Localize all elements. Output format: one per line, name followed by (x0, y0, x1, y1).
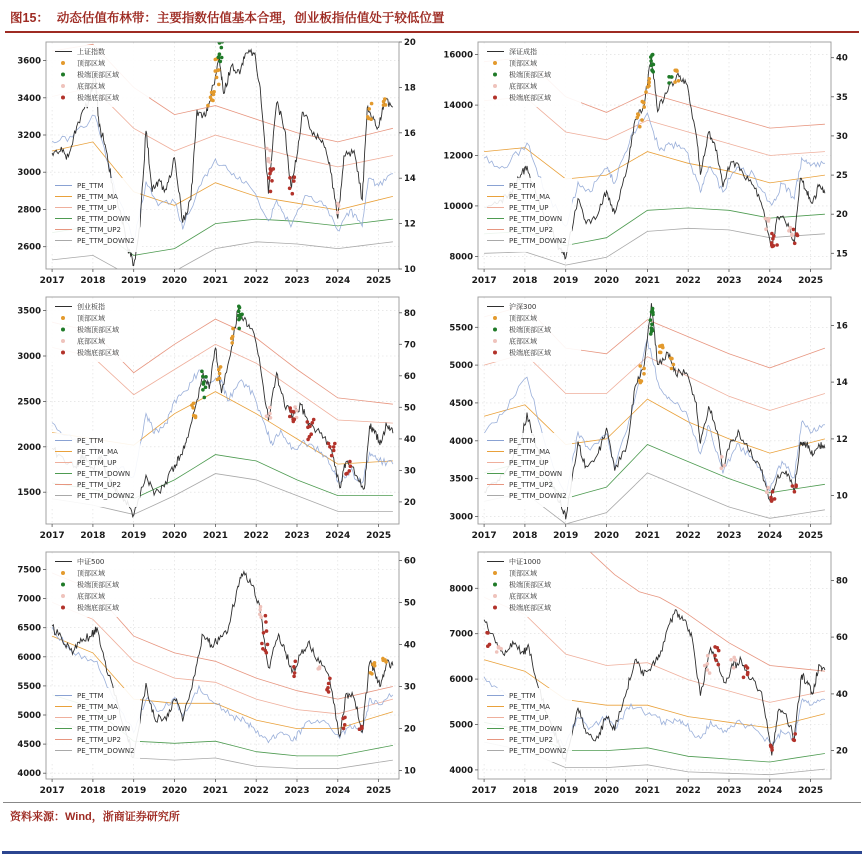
svg-text:PE_TTM_MA: PE_TTM_MA (77, 193, 118, 201)
svg-text:2023: 2023 (284, 531, 310, 541)
svg-text:PE_TTM_DOWN: PE_TTM_DOWN (509, 725, 563, 733)
svg-text:顶部区域: 顶部区域 (77, 314, 105, 323)
svg-text:3000: 3000 (449, 512, 473, 523)
svg-text:2019: 2019 (121, 786, 147, 796)
figure-header (0, 0, 864, 29)
svg-text:30: 30 (404, 682, 416, 693)
svg-text:6000: 6000 (17, 652, 41, 663)
svg-text:3600: 3600 (17, 56, 41, 67)
svg-text:极端顶部区域: 极端顶部区域 (77, 71, 119, 79)
svg-text:PE_TTM_MA: PE_TTM_MA (77, 448, 118, 456)
svg-text:PE_TTM_DOWN: PE_TTM_DOWN (77, 725, 131, 733)
chart-panel-csi500 (0, 546, 432, 801)
svg-text:2500: 2500 (17, 397, 41, 408)
svg-text:2600: 2600 (17, 242, 41, 253)
svg-text:2021: 2021 (634, 276, 660, 286)
svg-text:2022: 2022 (675, 276, 701, 286)
svg-text:PE_TTM_DOWN: PE_TTM_DOWN (509, 470, 563, 478)
svg-text:5000: 5000 (17, 711, 41, 721)
svg-text:2000: 2000 (17, 442, 41, 453)
svg-text:2022: 2022 (243, 276, 269, 286)
svg-text:PE_TTM: PE_TTM (77, 692, 104, 700)
svg-text:80: 80 (836, 576, 848, 587)
svg-text:12: 12 (836, 434, 848, 445)
svg-text:7000: 7000 (17, 594, 41, 605)
svg-text:12: 12 (404, 219, 416, 230)
svg-text:上证指数: 上证指数 (77, 48, 105, 56)
svg-text:2019: 2019 (553, 276, 579, 286)
chart-grid (0, 36, 864, 801)
svg-text:PE_TTM: PE_TTM (77, 182, 104, 190)
svg-text:PE_TTM: PE_TTM (509, 692, 536, 700)
chart-panel-shanghai-composite (0, 36, 432, 291)
svg-text:沪深300: 沪深300 (509, 303, 537, 311)
svg-text:2020: 2020 (161, 276, 188, 286)
svg-text:极端底部区域: 极端底部区域 (509, 604, 551, 612)
svg-text:2025: 2025 (798, 276, 824, 286)
svg-text:16: 16 (836, 321, 848, 332)
svg-text:20: 20 (404, 38, 416, 48)
svg-text:2018: 2018 (80, 786, 106, 796)
svg-text:PE_TTM_MA: PE_TTM_MA (509, 448, 550, 456)
svg-text:3200: 3200 (17, 131, 41, 141)
svg-text:40: 40 (836, 689, 848, 700)
svg-text:2023: 2023 (284, 786, 310, 796)
svg-text:50: 50 (404, 403, 416, 414)
svg-text:PE_TTM_UP: PE_TTM_UP (509, 459, 549, 467)
svg-text:PE_TTM_UP: PE_TTM_UP (77, 459, 117, 467)
svg-text:5500: 5500 (449, 323, 473, 334)
svg-text:极端顶部区域: 极端顶部区域 (77, 326, 119, 334)
svg-text:40: 40 (404, 434, 416, 445)
svg-text:16000: 16000 (443, 50, 473, 61)
svg-text:4000: 4000 (449, 436, 473, 447)
svg-text:2023: 2023 (716, 276, 742, 286)
svg-text:5000: 5000 (449, 720, 473, 731)
svg-text:2017: 2017 (471, 531, 497, 541)
svg-text:2022: 2022 (675, 531, 701, 541)
svg-text:PE_TTM: PE_TTM (77, 437, 104, 445)
svg-text:30: 30 (836, 131, 848, 142)
svg-text:PE_TTM_DOWN2: PE_TTM_DOWN2 (509, 492, 567, 500)
svg-text:35: 35 (836, 92, 848, 103)
svg-text:2021: 2021 (202, 276, 228, 286)
svg-text:PE_TTM_UP2: PE_TTM_UP2 (77, 736, 121, 744)
svg-text:2020: 2020 (593, 786, 620, 796)
chart-panel-csi1000 (432, 546, 864, 801)
svg-text:2024: 2024 (325, 276, 351, 286)
svg-text:70: 70 (404, 340, 416, 351)
svg-text:10000: 10000 (443, 201, 473, 212)
svg-text:2022: 2022 (243, 531, 269, 541)
svg-text:4000: 4000 (17, 769, 41, 780)
svg-text:60: 60 (404, 371, 416, 382)
svg-text:底部区域: 底部区域 (509, 337, 537, 346)
svg-text:2025: 2025 (366, 786, 392, 796)
svg-text:极端顶部区域: 极端顶部区域 (77, 581, 119, 589)
chart-canvas (0, 291, 426, 541)
svg-text:40: 40 (836, 53, 848, 64)
svg-text:2021: 2021 (634, 786, 660, 796)
chart-panel-chinext (0, 291, 432, 546)
svg-text:50: 50 (404, 598, 416, 609)
svg-text:极端底部区域: 极端底部区域 (77, 94, 119, 102)
svg-text:1500: 1500 (17, 488, 41, 499)
svg-text:14: 14 (836, 378, 848, 389)
svg-text:底部区域: 底部区域 (509, 592, 537, 601)
svg-text:PE_TTM_MA: PE_TTM_MA (509, 193, 550, 201)
svg-text:20: 20 (404, 724, 416, 735)
chart-panel-csi300 (432, 291, 864, 546)
svg-text:2021: 2021 (202, 786, 228, 796)
figure-label: 图15： (10, 11, 49, 25)
svg-text:2022: 2022 (675, 786, 701, 796)
svg-text:20: 20 (404, 497, 416, 508)
svg-text:14000: 14000 (443, 101, 473, 112)
svg-text:PE_TTM_UP2: PE_TTM_UP2 (509, 481, 553, 489)
svg-text:2025: 2025 (798, 531, 824, 541)
title-rule (5, 31, 859, 33)
svg-text:顶部区域: 顶部区域 (509, 314, 537, 323)
svg-text:底部区域: 底部区域 (77, 592, 105, 601)
svg-text:2023: 2023 (284, 276, 310, 286)
svg-text:2024: 2024 (757, 786, 783, 796)
svg-text:2020: 2020 (593, 531, 620, 541)
figure-body (0, 36, 864, 801)
svg-text:2017: 2017 (39, 531, 65, 541)
svg-text:极端底部区域: 极端底部区域 (509, 349, 551, 357)
svg-text:深证成指: 深证成指 (509, 48, 537, 56)
svg-text:极端顶部区域: 极端顶部区域 (509, 71, 551, 79)
svg-text:2017: 2017 (39, 786, 65, 796)
chart-canvas (432, 36, 858, 286)
svg-text:2024: 2024 (757, 531, 783, 541)
source-note: 资料来源：Wind，浙商证券研究所 (10, 811, 180, 823)
svg-text:PE_TTM: PE_TTM (509, 437, 536, 445)
svg-text:中证500: 中证500 (77, 558, 105, 566)
svg-text:2025: 2025 (366, 531, 392, 541)
svg-text:顶部区域: 顶部区域 (77, 59, 105, 68)
svg-text:2024: 2024 (325, 786, 351, 796)
svg-text:2025: 2025 (798, 786, 824, 796)
svg-text:7500: 7500 (17, 565, 41, 576)
svg-text:2023: 2023 (716, 786, 742, 796)
svg-text:2018: 2018 (512, 531, 538, 541)
svg-text:极端顶部区域: 极端顶部区域 (509, 326, 551, 334)
svg-text:2020: 2020 (593, 276, 620, 286)
svg-text:底部区域: 底部区域 (77, 82, 105, 91)
svg-text:3400: 3400 (17, 93, 41, 104)
svg-text:3500: 3500 (17, 306, 41, 317)
svg-text:极端底部区域: 极端底部区域 (77, 604, 119, 612)
svg-text:7000: 7000 (449, 629, 473, 640)
svg-text:PE_TTM_UP: PE_TTM_UP (77, 204, 117, 212)
svg-text:4000: 4000 (449, 765, 473, 776)
svg-text:3000: 3000 (17, 168, 41, 179)
svg-text:15: 15 (836, 249, 848, 260)
svg-text:PE_TTM_DOWN2: PE_TTM_DOWN2 (77, 492, 135, 500)
svg-text:2017: 2017 (39, 276, 65, 286)
svg-text:12000: 12000 (443, 151, 473, 162)
svg-text:8000: 8000 (449, 584, 473, 595)
chart-canvas (0, 36, 426, 286)
svg-text:PE_TTM_UP2: PE_TTM_UP2 (509, 226, 553, 234)
svg-text:PE_TTM_MA: PE_TTM_MA (77, 703, 118, 711)
svg-text:2017: 2017 (471, 276, 497, 286)
svg-text:2020: 2020 (161, 531, 188, 541)
svg-text:4500: 4500 (17, 740, 41, 751)
svg-text:2019: 2019 (121, 531, 147, 541)
svg-text:80: 80 (404, 308, 416, 319)
svg-text:PE_TTM_DOWN2: PE_TTM_DOWN2 (77, 237, 135, 245)
svg-text:PE_TTM_UP: PE_TTM_UP (509, 204, 549, 212)
svg-text:PE_TTM_DOWN2: PE_TTM_DOWN2 (509, 237, 567, 245)
svg-text:PE_TTM_DOWN2: PE_TTM_DOWN2 (77, 747, 135, 755)
svg-text:10: 10 (404, 265, 416, 275)
svg-text:8000: 8000 (449, 252, 473, 263)
svg-text:2019: 2019 (553, 786, 579, 796)
svg-text:20: 20 (836, 746, 848, 757)
svg-text:PE_TTM_UP2: PE_TTM_UP2 (77, 481, 121, 489)
svg-text:顶部区域: 顶部区域 (77, 569, 105, 578)
svg-text:25: 25 (836, 171, 848, 182)
svg-text:6000: 6000 (449, 675, 473, 686)
svg-text:2021: 2021 (634, 531, 660, 541)
svg-text:2017: 2017 (471, 786, 497, 796)
svg-text:PE_TTM_MA: PE_TTM_MA (509, 703, 550, 711)
svg-text:2018: 2018 (512, 786, 538, 796)
svg-text:2018: 2018 (512, 276, 538, 286)
page-title: 动态估值布林带：主要指数估值基本合理，创业板指估值处于较低位置 (56, 11, 445, 25)
svg-text:60: 60 (404, 556, 416, 567)
svg-text:2023: 2023 (716, 531, 742, 541)
svg-text:20: 20 (836, 210, 848, 221)
svg-text:2018: 2018 (80, 276, 106, 286)
svg-text:PE_TTM_UP2: PE_TTM_UP2 (509, 736, 553, 744)
svg-text:PE_TTM_DOWN: PE_TTM_DOWN (509, 215, 563, 223)
svg-text:10: 10 (836, 491, 848, 502)
svg-text:极端底部区域: 极端底部区域 (77, 349, 119, 357)
svg-text:30: 30 (404, 466, 416, 477)
svg-text:创业板指: 创业板指 (77, 303, 105, 311)
svg-text:PE_TTM_DOWN: PE_TTM_DOWN (77, 215, 131, 223)
chart-canvas (0, 546, 426, 796)
chart-canvas (432, 546, 858, 796)
svg-text:3000: 3000 (17, 352, 41, 362)
svg-text:5500: 5500 (17, 681, 41, 692)
svg-text:4500: 4500 (449, 398, 473, 409)
svg-text:2022: 2022 (243, 786, 269, 796)
svg-text:2019: 2019 (553, 531, 579, 541)
svg-text:2021: 2021 (202, 531, 228, 541)
svg-text:极端顶部区域: 极端顶部区域 (509, 581, 551, 589)
svg-text:2025: 2025 (366, 276, 392, 286)
svg-text:PE_TTM_DOWN: PE_TTM_DOWN (77, 470, 131, 478)
svg-text:10: 10 (404, 766, 416, 777)
svg-text:18: 18 (404, 83, 416, 94)
svg-text:3500: 3500 (449, 474, 473, 485)
svg-text:14: 14 (404, 174, 416, 185)
svg-text:2024: 2024 (757, 276, 783, 286)
chart-panel-shenzhen-component (432, 36, 864, 291)
svg-text:底部区域: 底部区域 (509, 82, 537, 91)
svg-text:2024: 2024 (325, 531, 351, 541)
svg-text:60: 60 (836, 633, 848, 644)
svg-text:极端底部区域: 极端底部区域 (509, 94, 551, 102)
svg-text:PE_TTM: PE_TTM (509, 182, 536, 190)
svg-text:40: 40 (404, 640, 416, 651)
svg-text:PE_TTM_UP: PE_TTM_UP (77, 714, 117, 722)
svg-text:底部区域: 底部区域 (77, 337, 105, 346)
chart-canvas (432, 291, 858, 541)
svg-text:5000: 5000 (449, 361, 473, 372)
svg-text:2020: 2020 (161, 786, 188, 796)
svg-text:PE_TTM_UP2: PE_TTM_UP2 (77, 226, 121, 234)
svg-text:2019: 2019 (121, 276, 147, 286)
svg-text:中证1000: 中证1000 (509, 558, 541, 566)
svg-text:PE_TTM_UP: PE_TTM_UP (509, 714, 549, 722)
svg-text:2018: 2018 (80, 531, 106, 541)
svg-text:6500: 6500 (17, 623, 41, 634)
svg-text:2800: 2800 (17, 205, 41, 216)
svg-text:顶部区域: 顶部区域 (509, 59, 537, 68)
svg-text:PE_TTM_DOWN2: PE_TTM_DOWN2 (509, 747, 567, 755)
svg-text:顶部区域: 顶部区域 (509, 569, 537, 578)
svg-text:16: 16 (404, 128, 416, 139)
